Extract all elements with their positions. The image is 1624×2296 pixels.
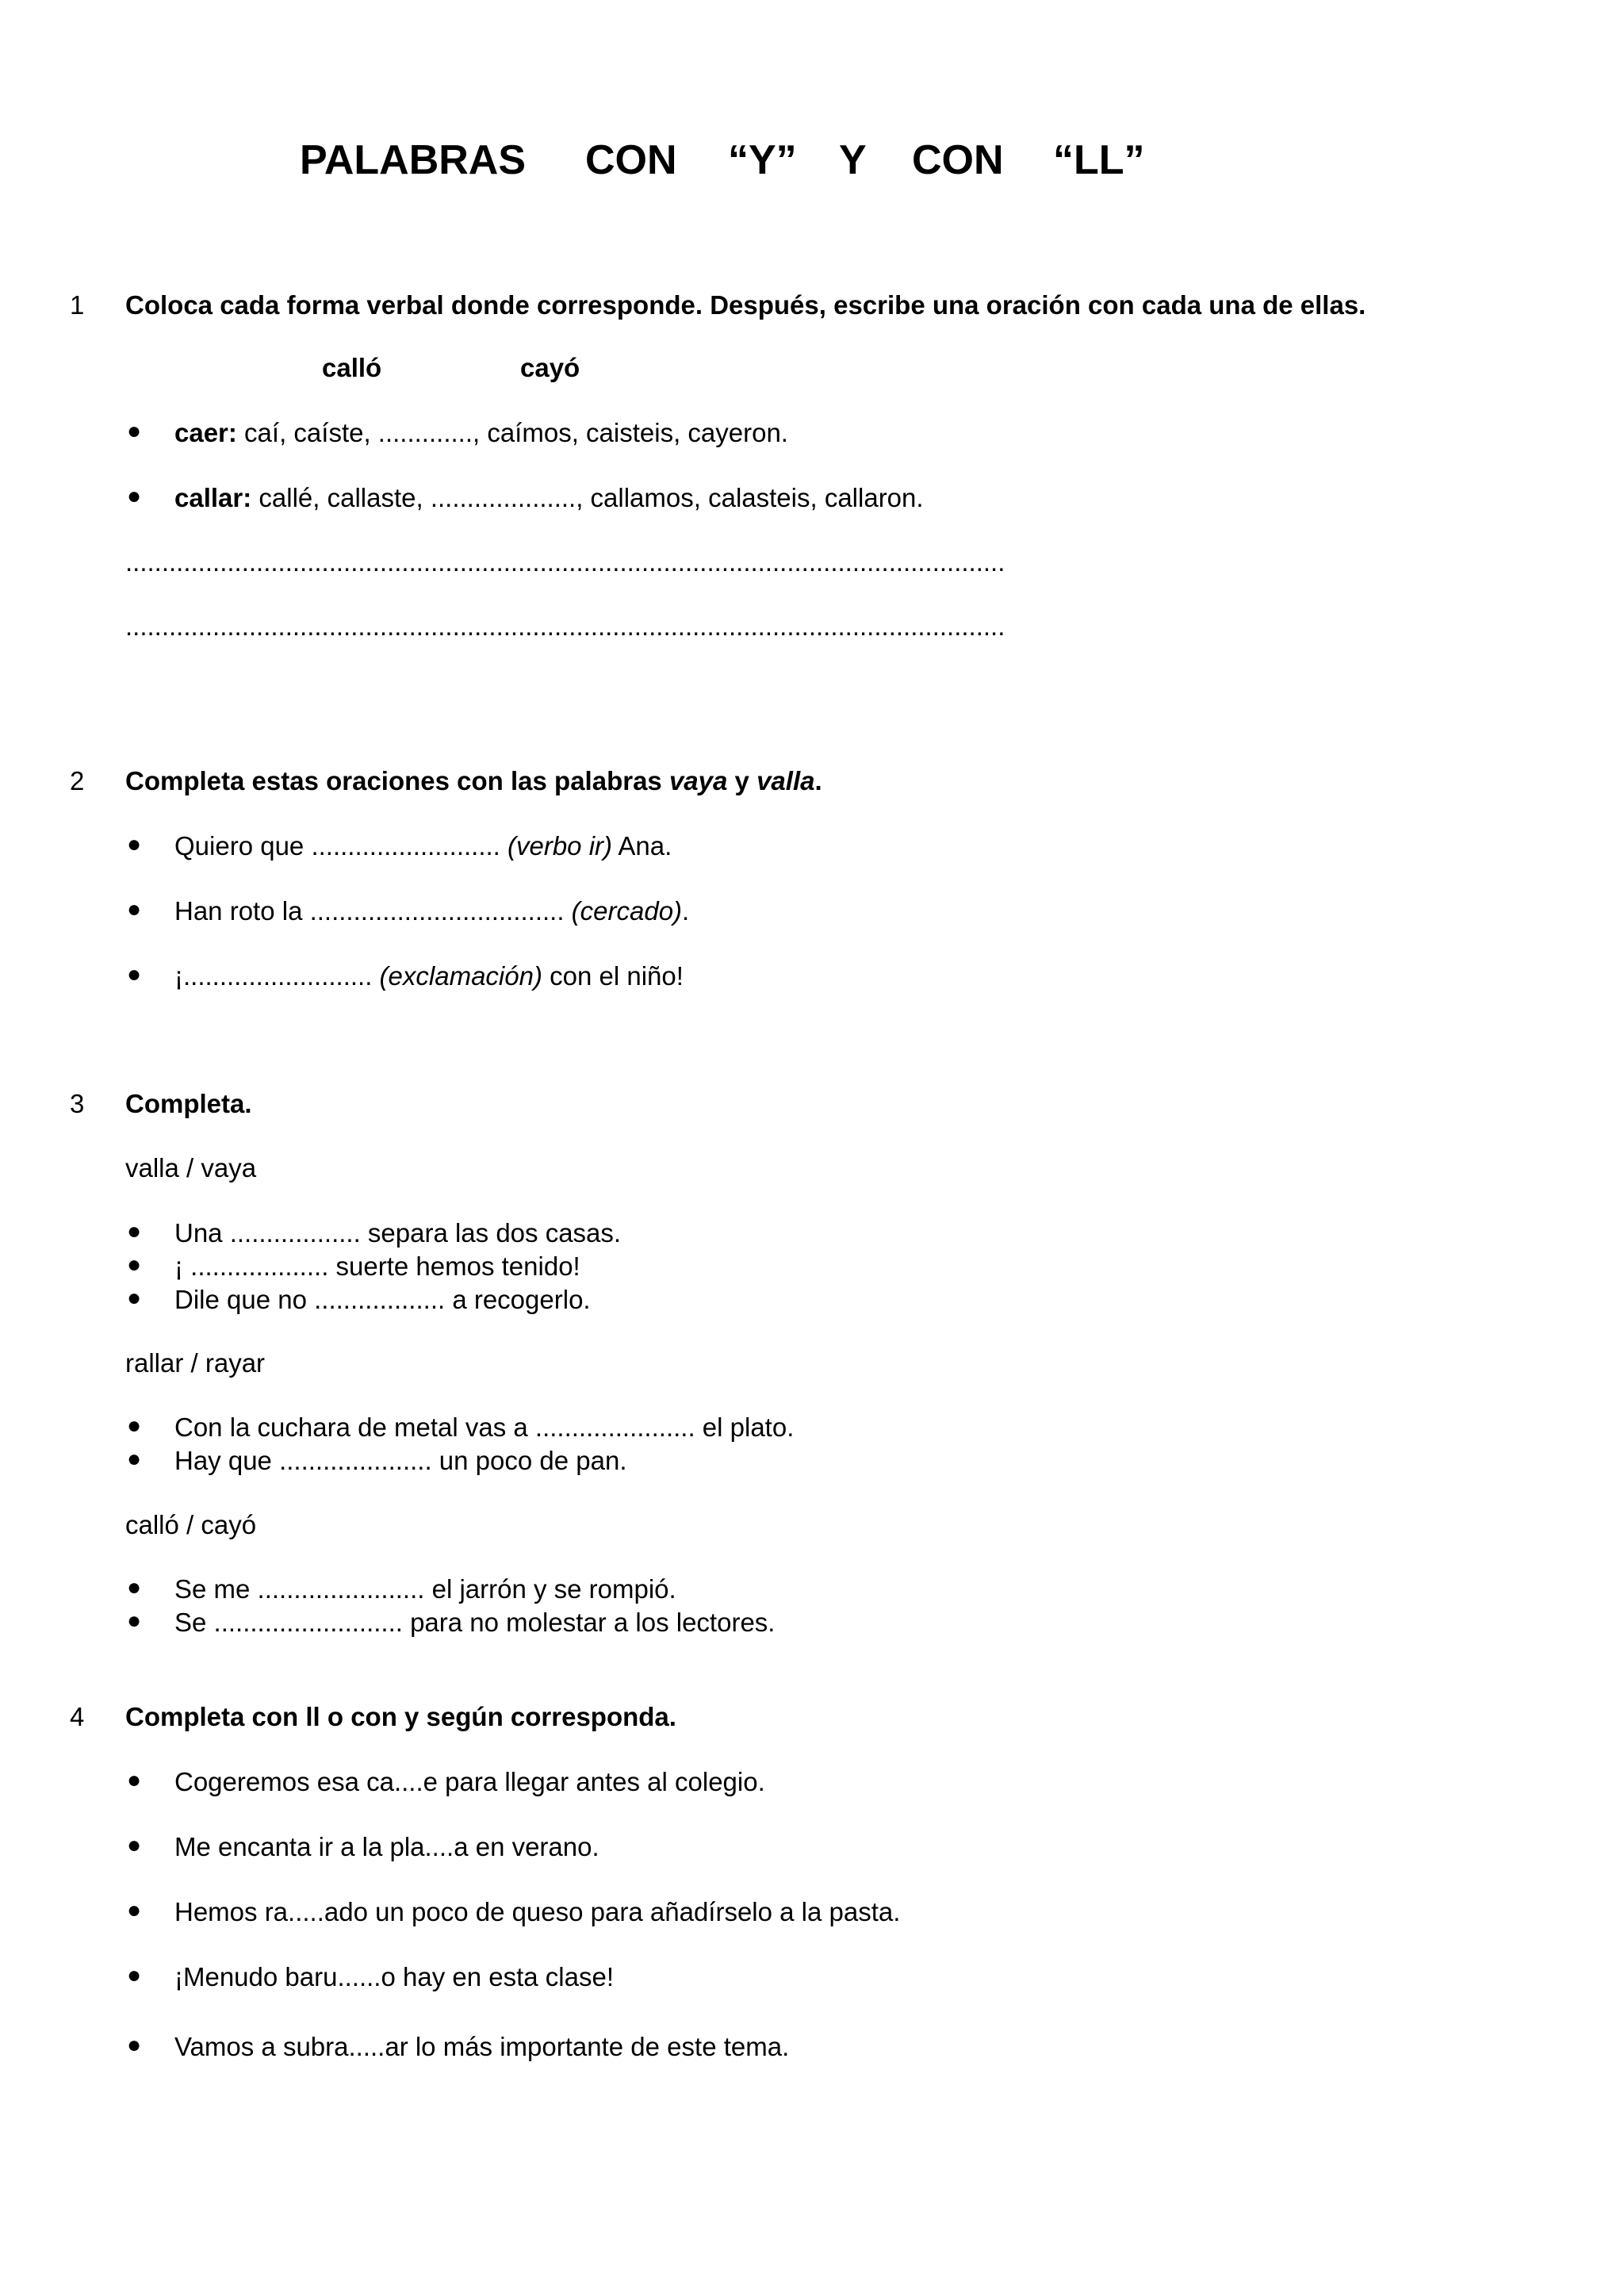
word-pair-label: rallar / rayar <box>125 1348 266 1378</box>
exercise-number: 1 <box>70 290 85 320</box>
bullet-icon: ● <box>127 2032 142 2058</box>
sentence-text: . <box>682 896 690 926</box>
bullet-icon: ● <box>127 1251 142 1278</box>
exercise-instruction: Completa con ll o con y según corresponda. <box>125 1702 676 1731</box>
bullet-icon: ● <box>127 1962 142 1988</box>
list-item <box>174 831 672 861</box>
list-item: Con la cuchara de metal vas a ...................... el plato. <box>174 1412 795 1442</box>
title-word: CON <box>912 137 1004 183</box>
hint-text: (exclamación) <box>379 961 542 991</box>
instruction-word: valla <box>756 766 815 795</box>
title-word: “Y” <box>728 137 797 183</box>
hint-text: (cercado) <box>571 896 683 926</box>
list-item: Me encanta ir a la pla....a en verano. <box>174 1832 599 1861</box>
title-word: Y <box>839 137 867 183</box>
bullet-icon: ● <box>127 1574 142 1600</box>
answer-line[interactable]: ......................................................................................................................... <box>125 547 1005 577</box>
list-item: ¡Menudo baru......o hay en esta clase! <box>174 1962 614 1991</box>
list-item <box>174 961 684 991</box>
exercise-instruction <box>125 766 822 796</box>
bullet-icon: ● <box>127 1832 142 1858</box>
verb-label: caer: <box>174 418 237 447</box>
list-item: Dile que no .................. a recogerlo. <box>174 1285 591 1314</box>
list-item <box>174 483 924 513</box>
sentence-text: Ana. <box>612 831 672 861</box>
bullet-icon: ● <box>127 1897 142 1923</box>
bullet-icon: ● <box>127 418 142 444</box>
exercise-number: 3 <box>70 1089 85 1118</box>
instruction-word: vaya <box>668 766 728 795</box>
bullet-icon: ● <box>127 1446 142 1472</box>
list-item: Hemos ra.....ado un poco de queso para añadírselo a la pasta. <box>174 1897 901 1926</box>
instruction-part: y <box>727 766 757 795</box>
answer-line[interactable]: ......................................................................................................................... <box>125 611 1005 641</box>
sentence-text: con el niño! <box>542 961 684 991</box>
word-option: cayó <box>520 353 580 382</box>
bullet-icon: ● <box>127 831 142 857</box>
conjugation-text: callé, callaste, ...................., callamos, calasteis, callaron. <box>251 483 924 512</box>
bullet-icon: ● <box>127 961 142 987</box>
bullet-icon: ● <box>127 1218 142 1244</box>
word-option: calló <box>322 353 382 382</box>
bullet-icon: ● <box>127 1767 142 1793</box>
list-item: Vamos a subra.....ar lo más importante de este tema. <box>174 2032 790 2061</box>
bullet-icon: ● <box>127 896 142 922</box>
list-item: Se me ....................... el jarrón y se rompió. <box>174 1574 676 1604</box>
instruction-part: . <box>814 766 822 795</box>
list-item: Una .................. separa las dos casas. <box>174 1218 622 1248</box>
list-item: Cogeremos esa ca....e para llegar antes al colegio. <box>174 1767 765 1796</box>
list-item: Se .......................... para no molestar a los lectores. <box>174 1608 776 1637</box>
hint-text: (verbo ir) <box>508 831 613 861</box>
verb-label: callar: <box>174 483 252 512</box>
title-word: CON <box>585 137 677 183</box>
sentence-text: ¡.......................... <box>174 961 380 991</box>
list-item <box>174 896 689 926</box>
instruction-part: Completa estas oraciones con las palabras <box>125 766 669 795</box>
bullet-icon: ● <box>127 1412 142 1439</box>
exercise-instruction: Completa. <box>125 1089 252 1118</box>
title-word: PALABRAS <box>300 137 527 183</box>
word-pair-label: calló / cayó <box>125 1510 257 1539</box>
conjugation-text: caí, caíste, ............., caímos, caisteis, cayeron. <box>236 418 788 447</box>
sentence-text: Quiero que .......................... <box>174 831 508 861</box>
exercise-number: 2 <box>70 766 85 795</box>
word-pair-label: valla / vaya <box>125 1153 257 1182</box>
sentence-text: Han roto la ................................... <box>174 896 572 926</box>
exercise-number: 4 <box>70 1702 85 1731</box>
exercise-instruction: Coloca cada forma verbal donde corresponde. Después, escribe una oración con cada una de ellas. <box>125 290 1366 320</box>
title-word: “LL” <box>1053 137 1145 183</box>
bullet-icon: ● <box>127 1285 142 1311</box>
list-item: Hay que ..................... un poco de pan. <box>174 1446 627 1475</box>
bullet-icon: ● <box>127 1608 142 1634</box>
list-item: ¡ ................... suerte hemos tenido! <box>174 1251 580 1281</box>
list-item <box>174 418 788 448</box>
bullet-icon: ● <box>127 483 142 509</box>
